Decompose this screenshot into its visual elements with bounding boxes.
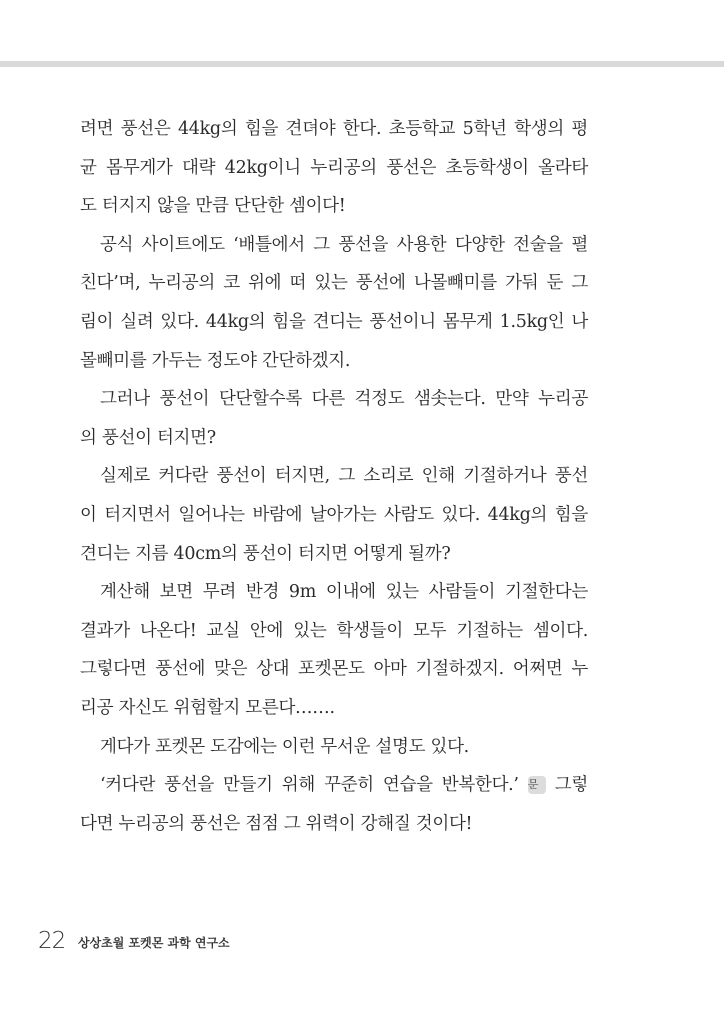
text-line: 이 터지면서 일어나는 바람에 날아가는 사람도 있다. 44kg의 힘을: [80, 504, 588, 525]
source-badge: 문: [528, 776, 546, 794]
book-title: 상상초월 포켓몬 과학 연구소: [78, 936, 230, 950]
text-line: 그러나 풍선이 단단할수록 다른 걱정도 샘솟는다. 만약 누리공: [100, 389, 588, 410]
text-line: 친다’며, 누리공의 코 위에 떠 있는 풍선에 나몰빼미를 가둬 둔 그: [80, 273, 588, 294]
text-line: 그렇다면 풍선에 맞은 상대 포켓몬도 아마 기절하겠지. 어쩌면 누: [80, 659, 588, 680]
text-line: [80, 766, 588, 805]
text-line: 림이 실려 있다. 44kg의 힘을 견디는 풍선이니 몸무게 1.5kg인 나: [80, 311, 588, 332]
page-number: 22: [38, 928, 66, 954]
top-divider: [0, 61, 724, 67]
text-line: 계산해 보면 무려 반경 9m 이내에 있는 사람들이 기절한다는: [100, 582, 588, 603]
text-line: 견디는 지름 40cm의 풍선이 터지면 어떻게 될까?: [80, 543, 451, 564]
text-line: 균 몸무게가 대략 42kg이니 누리공의 풍선은 초등학생이 올라타: [80, 157, 588, 178]
quote-text: ‘커다란 풍선을 만들기 위해 꾸준히 연습을 반복한다.’: [100, 775, 519, 796]
body-text: [80, 110, 588, 843]
text-line: 다면 누리공의 풍선은 점점 그 위력이 강해질 것이다!: [80, 813, 473, 834]
text-line: 공식 사이트에도 ‘배틀에서 그 풍선을 사용한 다양한 전술을 펼: [100, 234, 588, 255]
text-line: 려면 풍선은 44kg의 힘을 견뎌야 한다. 초등학교 5학년 학생의 평: [80, 119, 588, 139]
text-line: 몰빼미를 가두는 정도야 간단하겠지.: [80, 350, 351, 371]
text-line: 의 풍선이 터지면?: [80, 427, 216, 448]
text-line: 리공 자신도 위험할지 모른다…….: [80, 697, 335, 718]
text-line: 도 터지지 않을 만큼 단단한 셈이다!: [80, 196, 346, 217]
text-line: 실제로 커다란 풍선이 터지면, 그 소리로 인해 기절하거나 풍선: [100, 466, 588, 487]
text-line: 결과가 나온다! 교실 안에 있는 학생들이 모두 기절하는 셈이다.: [80, 620, 588, 641]
line-tail: 그렇: [554, 775, 589, 796]
text-line: 게다가 포켓몬 도감에는 이런 무서운 설명도 있다.: [100, 736, 469, 757]
